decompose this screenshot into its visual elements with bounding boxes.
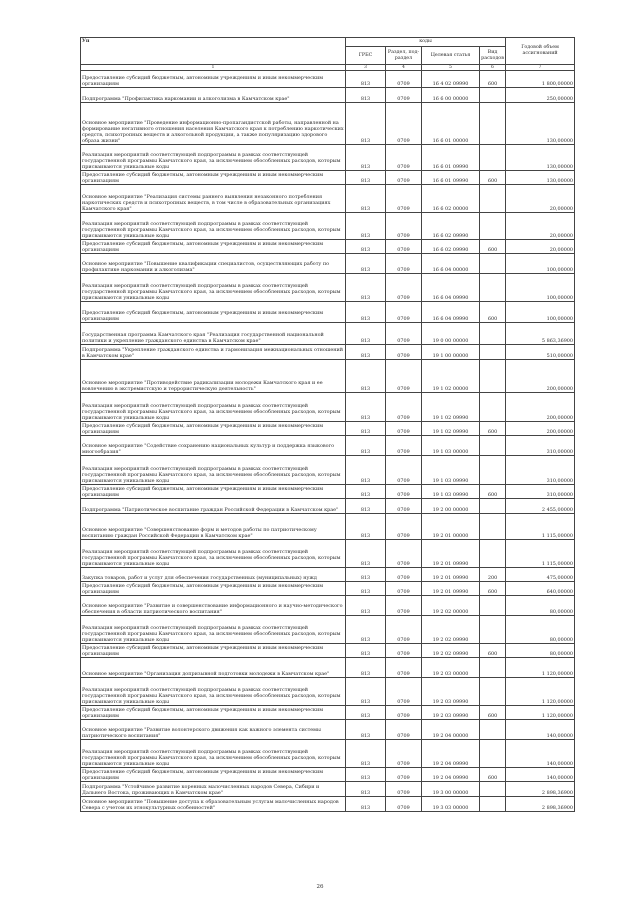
row-razdel-cell: 0709 — [386, 740, 422, 768]
row-tselevaya-cell: 19 2 04 09990 — [422, 768, 480, 782]
row-tselevaya-cell: 19 1 02 00000 — [422, 360, 480, 393]
row-name-cell: Реализация мероприятий соответствующей подпрограммы в рамках соответствующей государственной программы Камчатского края, за исключением обособленных расходов, которым присваиваются уникальные коды — [81, 740, 346, 768]
row-razdel-cell: 0709 — [386, 422, 422, 436]
row-vid-cell — [480, 213, 506, 240]
row-grbs-cell: 813 — [346, 456, 386, 485]
row-razdel-cell: 0709 — [386, 171, 422, 185]
row-vid-cell — [480, 797, 506, 812]
header-name-column: Уп — [81, 38, 346, 65]
row-razdel-cell: 0709 — [386, 499, 422, 514]
row-grbs-cell: 813 — [346, 185, 386, 213]
row-razdel-cell: 0709 — [386, 658, 422, 678]
row-razdel-cell: 0709 — [386, 145, 422, 171]
row-razdel-cell: 0709 — [386, 720, 422, 740]
row-tselevaya-cell: 16 6 02 00000 — [422, 185, 480, 213]
row-grbs-cell: 813 — [346, 706, 386, 720]
row-vid-cell: 600 — [480, 240, 506, 254]
table-row — [81, 274, 575, 302]
row-amount-cell: 2 898,36900 — [506, 782, 575, 797]
table-row — [81, 485, 575, 499]
table-row — [81, 345, 575, 360]
table-row — [81, 658, 575, 678]
row-razdel-cell: 0709 — [386, 644, 422, 658]
row-amount-cell: 1 115,00000 — [506, 540, 575, 568]
row-name-cell: Реализация мероприятий соответствующей подпрограммы в рамках соответствующей государственной программы Камчатского края, за исключением обособленных расходов, которым присваиваются уникальные коды — [81, 540, 346, 568]
header-razdel: Раздел, под-раздел — [386, 47, 422, 65]
row-name-cell: Предоставление субсидий бюджетным, автономным учреждениям и иным некоммерческим организациям — [81, 422, 346, 436]
row-amount-cell: 20,00000 — [506, 213, 575, 240]
row-vid-cell — [480, 145, 506, 171]
row-name-cell: Предоставление субсидий бюджетным, автономным учреждениям и иным некоммерческим организациям — [81, 71, 346, 88]
column-number: 3 — [346, 65, 386, 71]
row-vid-cell — [480, 514, 506, 540]
row-name-cell: Основное мероприятие "Организация допризывной подготовки молодежи в Камчатском крае" — [81, 658, 346, 678]
column-number: 1 — [81, 65, 346, 71]
column-number: 6 — [480, 65, 506, 71]
row-vid-cell — [480, 88, 506, 103]
row-name-cell: Подпрограмма "Патриотическое воспитание граждан Российской Федерации в Камчатском крае" — [81, 499, 346, 514]
page-number: 26 — [316, 884, 324, 890]
table-row — [81, 240, 575, 254]
row-name-cell: Подпрограмма "Устойчивое развитие коренных малочисленных народов Севера, Сибири и Дальнего Востока, проживающих в Камчатском крае" — [81, 782, 346, 797]
row-tselevaya-cell: 16 6 04 00000 — [422, 254, 480, 274]
row-name-cell: Предоставление субсидий бюджетным, автономным учреждениям и иным некоммерческим организациям — [81, 171, 346, 185]
row-tselevaya-cell: 19 1 03 00000 — [422, 436, 480, 456]
row-grbs-cell: 813 — [346, 145, 386, 171]
row-amount-cell: 310,00000 — [506, 436, 575, 456]
row-amount-cell: 640,00000 — [506, 582, 575, 596]
header-annual-volume: Годовой объем ассигнований — [506, 38, 575, 65]
row-vid-cell — [480, 436, 506, 456]
table-row — [81, 797, 575, 812]
row-amount-cell: 80,00000 — [506, 616, 575, 644]
row-vid-cell — [480, 499, 506, 514]
table-row — [81, 582, 575, 596]
row-amount-cell: 200,00000 — [506, 422, 575, 436]
row-name-cell: Предоставление субсидий бюджетным, автономным учреждениям и иным некоммерческим организациям — [81, 240, 346, 254]
row-vid-cell: 600 — [480, 171, 506, 185]
table-header — [81, 38, 575, 71]
row-grbs-cell: 813 — [346, 323, 386, 345]
row-name-cell: Основное мероприятие "Реализация системы раннего выявления незаконного потребления наркотических средств и психотропных веществ, в том числе в образовательных организациях Камчатского края" — [81, 185, 346, 213]
row-amount-cell: 2 455,00000 — [506, 499, 575, 514]
row-tselevaya-cell: 19 2 01 09990 — [422, 568, 480, 582]
row-razdel-cell: 0709 — [386, 797, 422, 812]
row-tselevaya-cell: 19 2 03 00000 — [422, 658, 480, 678]
header-vid-raskhodov: Вид расходов — [480, 47, 506, 65]
table-row — [81, 213, 575, 240]
row-vid-cell — [480, 185, 506, 213]
row-grbs-cell: 813 — [346, 514, 386, 540]
row-name-cell: Основное мероприятие "Повышение квалификации специалистов, осуществляющих работу по профилактике наркомании и алкоголизма" — [81, 254, 346, 274]
table-row — [81, 145, 575, 171]
row-grbs-cell: 813 — [346, 797, 386, 812]
row-grbs-cell: 813 — [346, 720, 386, 740]
row-grbs-cell: 813 — [346, 582, 386, 596]
row-name-cell: Реализация мероприятий соответствующей подпрограммы в рамках соответствующей государственной программы Камчатского края, за исключением обособленных расходов, которым присваиваются уникальные коды — [81, 145, 346, 171]
row-name-cell: Реализация мероприятий соответствующей подпрограммы в рамках соответствующей государственной программы Камчатского края, за исключением обособленных расходов, которым присваиваются уникальные коды — [81, 393, 346, 422]
row-tselevaya-cell: 19 2 03 09990 — [422, 706, 480, 720]
row-grbs-cell: 813 — [346, 678, 386, 706]
row-grbs-cell: 813 — [346, 568, 386, 582]
table-row — [81, 103, 575, 145]
row-amount-cell: 475,00000 — [506, 568, 575, 582]
row-vid-cell — [480, 658, 506, 678]
row-tselevaya-cell: 19 3 03 00000 — [422, 797, 480, 812]
table-row — [81, 456, 575, 485]
row-tselevaya-cell: 16 6 01 00000 — [422, 103, 480, 145]
row-name-cell: Основное мероприятие "Содействие сохранению национальных культур и поддержка языкового многообразия" — [81, 436, 346, 456]
table-row — [81, 360, 575, 393]
row-razdel-cell: 0709 — [386, 582, 422, 596]
row-amount-cell: 250,00000 — [506, 88, 575, 103]
row-razdel-cell: 0709 — [386, 678, 422, 706]
row-razdel-cell: 0709 — [386, 436, 422, 456]
table-row — [81, 782, 575, 797]
table-row — [81, 706, 575, 720]
row-vid-cell — [480, 720, 506, 740]
row-vid-cell: 600 — [480, 582, 506, 596]
row-grbs-cell: 813 — [346, 436, 386, 456]
row-tselevaya-cell: 19 2 01 09990 — [422, 540, 480, 568]
row-tselevaya-cell: 16 6 02 09990 — [422, 240, 480, 254]
table-row — [81, 71, 575, 88]
row-vid-cell — [480, 254, 506, 274]
table-row — [81, 499, 575, 514]
row-tselevaya-cell: 19 2 02 09990 — [422, 644, 480, 658]
row-amount-cell: 1 120,00000 — [506, 658, 575, 678]
row-razdel-cell: 0709 — [386, 213, 422, 240]
row-tselevaya-cell: 16 6 04 09990 — [422, 302, 480, 323]
row-tselevaya-cell: 19 3 00 00000 — [422, 782, 480, 797]
table-row — [81, 323, 575, 345]
row-grbs-cell: 813 — [346, 616, 386, 644]
row-name-cell: Предоставление субсидий бюджетным, автономным учреждениям и иным некоммерческим организациям — [81, 768, 346, 782]
column-number: 4 — [386, 65, 422, 71]
row-tselevaya-cell: 19 0 00 00000 — [422, 323, 480, 345]
row-name-cell: Закупка товаров, работ и услуг для обеспечения государственных (муниципальных) нужд — [81, 568, 346, 582]
row-razdel-cell: 0709 — [386, 485, 422, 499]
row-vid-cell — [480, 740, 506, 768]
row-name-cell: Предоставление субсидий бюджетным, автономным учреждениям и иным некоммерческим организациям — [81, 644, 346, 658]
row-tselevaya-cell: 19 2 04 00000 — [422, 720, 480, 740]
table-row — [81, 678, 575, 706]
row-name-cell: Основное мероприятие "Противодействие радикализации молодежи Камчатского края и ее вовлечению в экстремистскую и террористическую деятельность" — [81, 360, 346, 393]
row-tselevaya-cell: 16 6 01 09990 — [422, 145, 480, 171]
row-grbs-cell: 813 — [346, 103, 386, 145]
row-tselevaya-cell: 19 2 01 09990 — [422, 582, 480, 596]
table-row — [81, 644, 575, 658]
row-razdel-cell: 0709 — [386, 596, 422, 616]
table-row — [81, 302, 575, 323]
row-razdel-cell: 0709 — [386, 302, 422, 323]
row-amount-cell: 130,00000 — [506, 103, 575, 145]
row-grbs-cell: 813 — [346, 254, 386, 274]
row-name-cell: Основное мероприятие "Проведение информационно-пропагандистской работы, направленной на формирование негативного отношения населения Камчатского края к потреблению наркотических средств, психотропных веществ и алкогольной продукции, а также популяризацию здорового образа жизни" — [81, 103, 346, 145]
row-amount-cell: 310,00000 — [506, 485, 575, 499]
row-name-cell: Предоставление субсидий бюджетным, автономным учреждениям и иным некоммерческим организациям — [81, 706, 346, 720]
row-razdel-cell: 0709 — [386, 782, 422, 797]
row-razdel-cell: 0709 — [386, 240, 422, 254]
table-row — [81, 616, 575, 644]
row-amount-cell: 2 898,36900 — [506, 797, 575, 812]
row-amount-cell: 1 115,00000 — [506, 514, 575, 540]
row-amount-cell: 140,00000 — [506, 740, 575, 768]
table-row — [81, 540, 575, 568]
row-vid-cell: 600 — [480, 302, 506, 323]
row-razdel-cell: 0709 — [386, 103, 422, 145]
row-name-cell: Государственная программа Камчатского края "Реализация государственной национальной политики и укрепление гражданского единства в Камчатском крае" — [81, 323, 346, 345]
row-razdel-cell: 0709 — [386, 254, 422, 274]
row-grbs-cell: 813 — [346, 768, 386, 782]
row-tselevaya-cell: 19 1 02 09990 — [422, 393, 480, 422]
row-amount-cell: 140,00000 — [506, 768, 575, 782]
table-row — [81, 596, 575, 616]
row-vid-cell — [480, 678, 506, 706]
row-grbs-cell: 813 — [346, 422, 386, 436]
row-tselevaya-cell: 16 6 00 00000 — [422, 88, 480, 103]
row-tselevaya-cell: 19 2 01 00000 — [422, 514, 480, 540]
row-vid-cell — [480, 540, 506, 568]
table-row — [81, 768, 575, 782]
row-grbs-cell: 813 — [346, 71, 386, 88]
table-row — [81, 740, 575, 768]
row-vid-cell — [480, 616, 506, 644]
row-razdel-cell: 0709 — [386, 768, 422, 782]
row-grbs-cell: 813 — [346, 240, 386, 254]
row-amount-cell: 20,00000 — [506, 185, 575, 213]
row-tselevaya-cell: 19 2 00 00000 — [422, 499, 480, 514]
row-vid-cell — [480, 456, 506, 485]
row-razdel-cell: 0709 — [386, 616, 422, 644]
table-row — [81, 436, 575, 456]
row-vid-cell — [480, 596, 506, 616]
row-vid-cell — [480, 782, 506, 797]
row-amount-cell: 1 120,00000 — [506, 706, 575, 720]
row-vid-cell: 600 — [480, 644, 506, 658]
row-name-cell: Реализация мероприятий соответствующей подпрограммы в рамках соответствующей государственной программы Камчатского края, за исключением обособленных расходов, которым присваиваются уникальные коды — [81, 616, 346, 644]
table-row — [81, 720, 575, 740]
row-grbs-cell: 813 — [346, 499, 386, 514]
row-amount-cell: 1 120,00000 — [506, 678, 575, 706]
row-vid-cell: 600 — [480, 71, 506, 88]
row-amount-cell: 200,00000 — [506, 360, 575, 393]
row-razdel-cell: 0709 — [386, 71, 422, 88]
table-row — [81, 568, 575, 582]
row-razdel-cell: 0709 — [386, 360, 422, 393]
row-vid-cell — [480, 360, 506, 393]
row-name-cell: Реализация мероприятий соответствующей подпрограммы в рамках соответствующей государственной программы Камчатского края, за исключением обособленных расходов, которым присваиваются уникальные коды — [81, 678, 346, 706]
row-tselevaya-cell: 16 4 02 09990 — [422, 71, 480, 88]
row-grbs-cell: 813 — [346, 213, 386, 240]
row-amount-cell: 130,00000 — [506, 145, 575, 171]
table-row — [81, 171, 575, 185]
row-grbs-cell: 813 — [346, 345, 386, 360]
row-vid-cell — [480, 103, 506, 145]
row-name-cell: Реализация мероприятий соответствующей подпрограммы в рамках соответствующей государственной программы Камчатского края, за исключением обособленных расходов, которым присваиваются уникальные коды — [81, 274, 346, 302]
row-name-cell: Реализация мероприятий соответствующей подпрограммы в рамках соответствующей государственной программы Камчатского края, за исключением обособленных расходов, которым присваиваются уникальные коды — [81, 456, 346, 485]
row-razdel-cell: 0709 — [386, 540, 422, 568]
row-name-cell: Основное мероприятие "Развитие волонтерского движения как важного элемента системы патриотического воспитания" — [81, 720, 346, 740]
row-vid-cell — [480, 323, 506, 345]
row-grbs-cell: 813 — [346, 644, 386, 658]
row-name-cell: Основное мероприятие "Совершенствование форм и методов работы по патриотическому воспитанию граждан Российской Федерации в Камчатском крае" — [81, 514, 346, 540]
row-tselevaya-cell: 19 2 03 09990 — [422, 678, 480, 706]
row-amount-cell: 510,00000 — [506, 345, 575, 360]
row-name-cell: Предоставление субсидий бюджетным, автономным учреждениям и иным некоммерческим организациям — [81, 485, 346, 499]
row-razdel-cell: 0709 — [386, 88, 422, 103]
row-grbs-cell: 813 — [346, 740, 386, 768]
row-amount-cell: 5 863,36900 — [506, 323, 575, 345]
row-razdel-cell: 0709 — [386, 185, 422, 213]
row-grbs-cell: 813 — [346, 88, 386, 103]
row-grbs-cell: 813 — [346, 360, 386, 393]
column-number: 7 — [506, 65, 575, 71]
table-body — [81, 71, 575, 812]
header-codes-group: коды — [346, 38, 506, 47]
row-tselevaya-cell: 19 2 02 00000 — [422, 596, 480, 616]
row-grbs-cell: 813 — [346, 171, 386, 185]
row-grbs-cell: 813 — [346, 658, 386, 678]
row-grbs-cell: 813 — [346, 782, 386, 797]
row-amount-cell: 100,00000 — [506, 254, 575, 274]
row-razdel-cell: 0709 — [386, 345, 422, 360]
table-row — [81, 254, 575, 274]
row-vid-cell — [480, 274, 506, 302]
row-razdel-cell: 0709 — [386, 706, 422, 720]
row-amount-cell: 100,00000 — [506, 274, 575, 302]
row-amount-cell: 130,00000 — [506, 171, 575, 185]
row-name-cell: Реализация мероприятий соответствующей подпрограммы в рамках соответствующей государственной программы Камчатского края, за исключением обособленных расходов, которым присваиваются уникальные коды — [81, 213, 346, 240]
row-amount-cell: 140,00000 — [506, 720, 575, 740]
row-tselevaya-cell: 19 1 00 00000 — [422, 345, 480, 360]
row-razdel-cell: 0709 — [386, 456, 422, 485]
row-vid-cell: 200 — [480, 568, 506, 582]
row-amount-cell: 80,00000 — [506, 596, 575, 616]
row-amount-cell: 80,00000 — [506, 644, 575, 658]
row-amount-cell: 100,00000 — [506, 302, 575, 323]
row-tselevaya-cell: 19 1 03 09990 — [422, 485, 480, 499]
row-vid-cell: 600 — [480, 485, 506, 499]
row-tselevaya-cell: 16 6 02 09990 — [422, 213, 480, 240]
row-tselevaya-cell: 16 6 04 09990 — [422, 274, 480, 302]
row-name-cell: Подпрограмма "Укрепление гражданского единства и гармонизация межнациональных отношений в Камчатском крае" — [81, 345, 346, 360]
row-name-cell: Основное мероприятие "Развитие и совершенствование информационного и научно-методического обеспечения в области патриотического воспитания" — [81, 596, 346, 616]
row-name-cell: Предоставление субсидий бюджетным, автономным учреждениям и иным некоммерческим организациям — [81, 302, 346, 323]
column-number: 5 — [422, 65, 480, 71]
row-razdel-cell: 0709 — [386, 393, 422, 422]
header-tselevaya-statya: Целевая статья — [422, 47, 480, 65]
table-row — [81, 393, 575, 422]
row-grbs-cell: 813 — [346, 274, 386, 302]
row-vid-cell: 600 — [480, 706, 506, 720]
row-tselevaya-cell: 16 6 01 09990 — [422, 171, 480, 185]
table-row — [81, 422, 575, 436]
row-grbs-cell: 813 — [346, 302, 386, 323]
row-grbs-cell: 813 — [346, 596, 386, 616]
row-tselevaya-cell: 19 1 03 09990 — [422, 456, 480, 485]
row-razdel-cell: 0709 — [386, 274, 422, 302]
row-name-cell: Подпрограмма "Профилактика наркомании и алкоголизма в Камчатском крае" — [81, 88, 346, 103]
row-tselevaya-cell: 19 1 02 09990 — [422, 422, 480, 436]
table-row — [81, 185, 575, 213]
row-amount-cell: 200,00000 — [506, 393, 575, 422]
row-razdel-cell: 0709 — [386, 568, 422, 582]
row-vid-cell: 600 — [480, 422, 506, 436]
table-row — [81, 514, 575, 540]
row-razdel-cell: 0709 — [386, 514, 422, 540]
row-grbs-cell: 813 — [346, 540, 386, 568]
row-tselevaya-cell: 19 2 02 09990 — [422, 616, 480, 644]
row-vid-cell — [480, 393, 506, 422]
row-vid-cell: 600 — [480, 768, 506, 782]
row-amount-cell: 1 800,00000 — [506, 71, 575, 88]
row-name-cell: Предоставление субсидий бюджетным, автономным учреждениям и иным некоммерческим организациям — [81, 582, 346, 596]
row-tselevaya-cell: 19 2 04 09990 — [422, 740, 480, 768]
row-amount-cell: 310,00000 — [506, 456, 575, 485]
header-grbs: ГРБС — [346, 47, 386, 65]
budget-table — [80, 37, 575, 812]
row-amount-cell: 20,00000 — [506, 240, 575, 254]
row-razdel-cell: 0709 — [386, 323, 422, 345]
row-grbs-cell: 813 — [346, 393, 386, 422]
row-name-cell: Основное мероприятие "Повышение доступа к образовательным услугам малочисленных народов Севера с учетом их этнокультурных особенностей" — [81, 797, 346, 812]
table-row — [81, 88, 575, 103]
row-grbs-cell: 813 — [346, 485, 386, 499]
row-vid-cell — [480, 345, 506, 360]
